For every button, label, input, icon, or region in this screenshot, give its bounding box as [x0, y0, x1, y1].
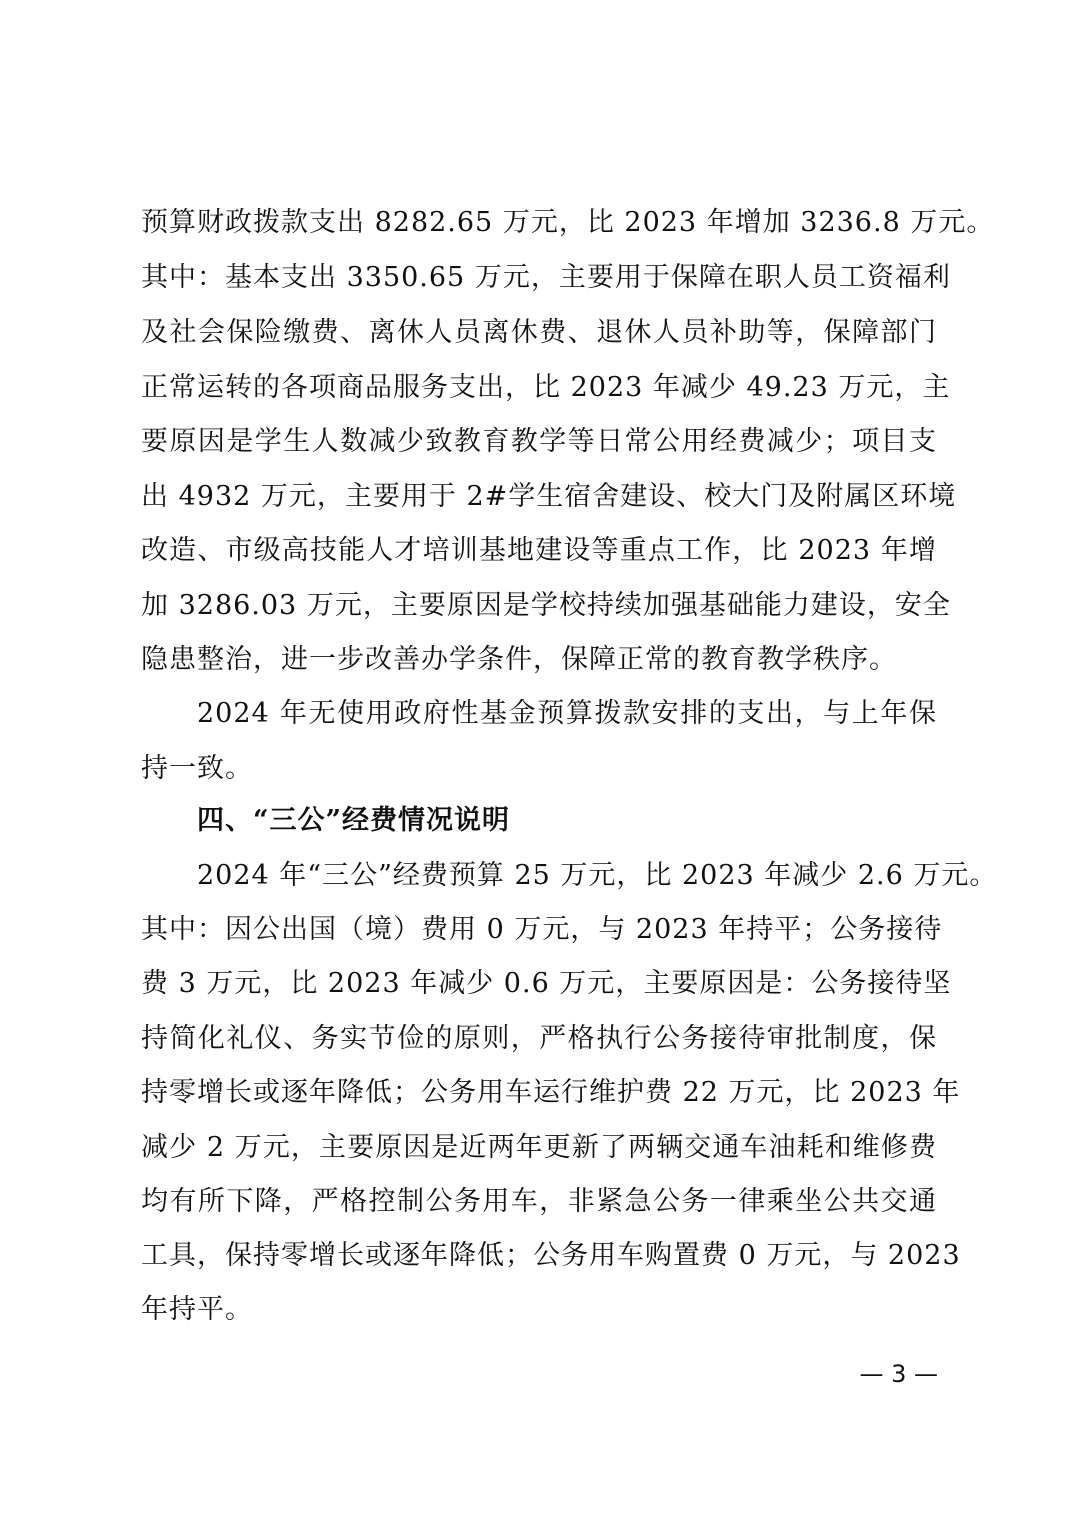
paragraph-line: 其中：基本支出 3350.65 万元，主要用于保障在职人员工资福利 [141, 262, 951, 293]
paragraph-line: 持简化礼仪、务实节俭的原则，严格执行公务接待审批制度，保 [141, 1023, 937, 1054]
paragraph-line: 及社会保险缴费、离休人员离休费、退休人员补助等，保障部门 [141, 317, 937, 348]
paragraph-line: 加 3286.03 万元，主要原因是学校持续加强基础能力建设，安全 [141, 590, 951, 621]
paragraph-line: 年持平。 [141, 1294, 253, 1325]
paragraph-line: 费 3 万元，比 2023 年减少 0.6 万元，主要原因是：公务接待坚 [141, 968, 952, 999]
page-number: — 3 — [859, 1360, 938, 1388]
paragraph-line: 2024 年“三公”经费预算 25 万元，比 2023 年减少 2.6 万元。 [197, 860, 998, 891]
paragraph-line: 其中：因公出国（境）费用 0 万元，与 2023 年持平；公务接待 [141, 914, 943, 945]
paragraph-line: 出 4932 万元，主要用于 2#学生宿舍建设、校大门及附属区环境 [141, 481, 957, 512]
section-heading: 四、“三公”经费情况说明 [197, 805, 511, 836]
paragraph-line: 预算财政拨款支出 8282.65 万元，比 2023 年增加 3236.8 万元。 [141, 207, 995, 238]
paragraph-line: 均有所下降，严格控制公务用车，非紧急公务一律乘坐公共交通 [141, 1186, 937, 1217]
paragraph-line: 正常运转的各项商品服务支出，比 2023 年减少 49.23 万元，主 [141, 372, 951, 403]
paragraph-line: 改造、市级高技能人才培训基地建设等重点工作，比 2023 年增 [141, 535, 937, 566]
paragraph-line: 工具，保持零增长或逐年降低；公务用车购置费 0 万元，与 2023 [141, 1240, 961, 1271]
paragraph-line: 要原因是学生人数减少致教育教学等日常公用经费减少；项目支 [141, 426, 937, 457]
paragraph-line: 减少 2 万元，主要原因是近两年更新了两辆交通车油耗和维修费 [141, 1132, 937, 1163]
paragraph-line: 隐患整治，进一步改善办学条件，保障正常的教育教学秩序。 [141, 644, 897, 675]
paragraph-line: 持零增长或逐年降低；公务用车运行维护费 22 万元，比 2023 年 [141, 1077, 961, 1108]
paragraph-line: 持一致。 [141, 753, 253, 784]
paragraph-line: 2024 年无使用政府性基金预算拨款安排的支出，与上年保 [197, 698, 937, 729]
